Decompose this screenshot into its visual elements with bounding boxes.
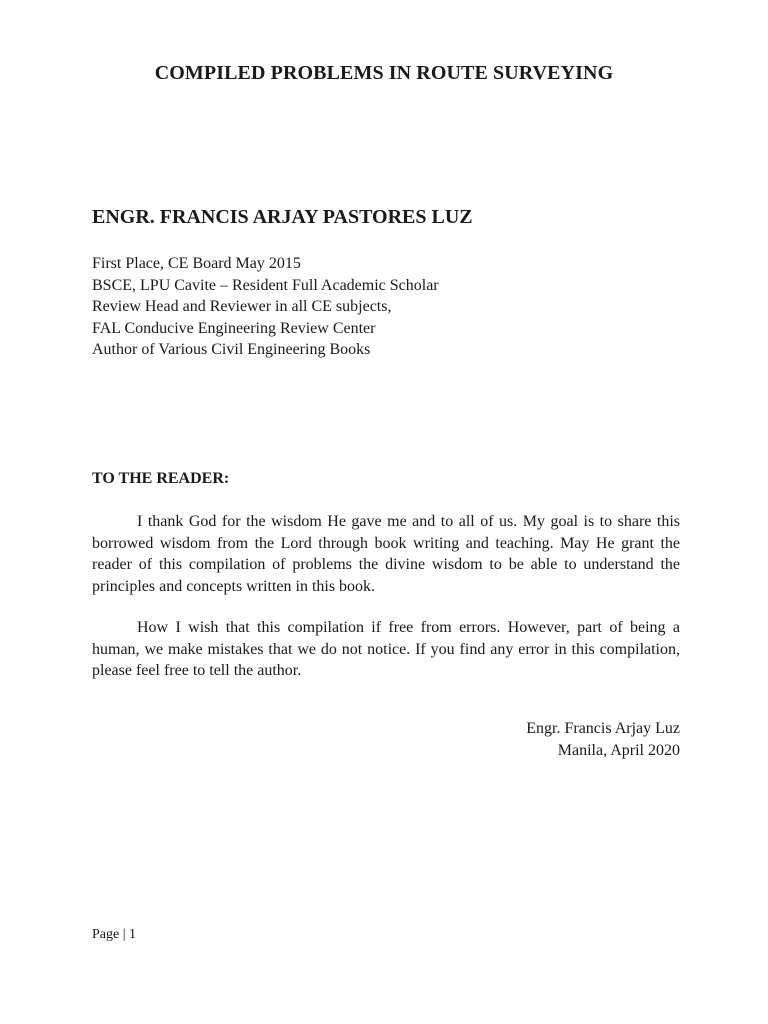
signature-name: Engr. Francis Arjay Luz xyxy=(526,720,680,737)
author-credentials xyxy=(92,253,439,361)
credential-line: Review Head and Reviewer in all CE subjects, xyxy=(92,298,392,315)
reader-paragraph: I thank God for the wisdom He gave me and to all of us. My goal is to share this borrowed wisdom from the Lord through book writing and teaching. May He grant the reader of this compilation of problems the divine wisdom to be able to understand the principles and concepts written in this book. xyxy=(92,513,680,596)
reader-paragraph: How I wish that this compilation if free from errors. However, part of being a human, we make mistakes that we do not notice. If you find any error in this compilation, please feel free to tell the author. xyxy=(92,619,680,680)
credential-line: BSCE, LPU Cavite – Resident Full Academic Scholar xyxy=(92,276,439,294)
signature-place-date: Manila, April 2020 xyxy=(557,741,680,759)
author-name: ENGR. FRANCIS ARJAY PASTORES LUZ xyxy=(92,206,473,228)
signature-block xyxy=(526,718,680,761)
reader-heading: TO THE READER: xyxy=(92,470,230,487)
credential-line: FAL Conducive Engineering Review Center xyxy=(92,319,376,337)
document-title: COMPILED PROBLEMS IN ROUTE SURVEYING xyxy=(154,62,614,84)
credential-line: Author of Various Civil Engineering Books xyxy=(92,341,371,358)
page-number: Page | 1 xyxy=(92,927,137,942)
credential-line: First Place, CE Board May 2015 xyxy=(92,255,301,272)
